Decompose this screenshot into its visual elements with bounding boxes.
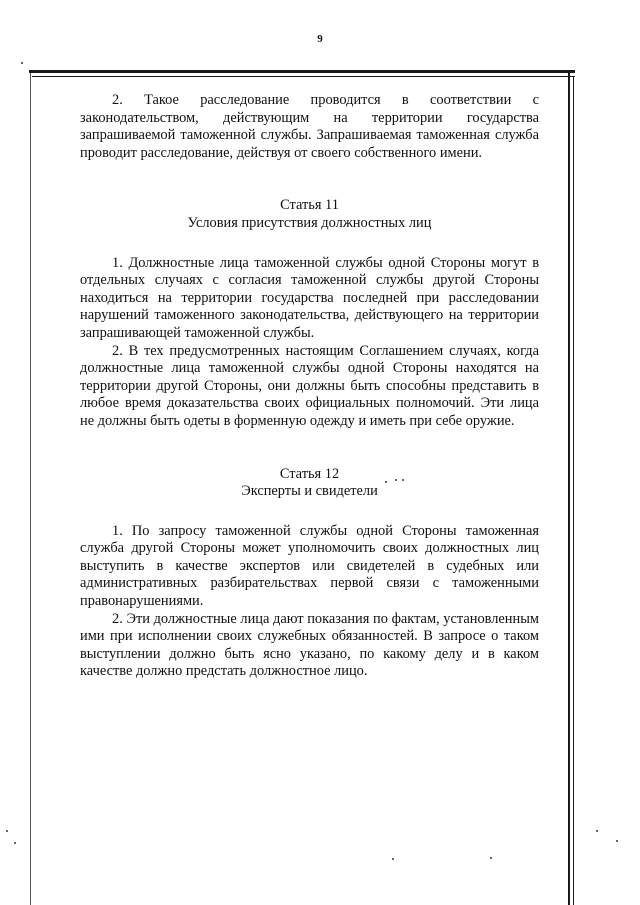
article-12-paragraph-1: 1. По запросу таможенной службы одной Стороны таможенная служба другой Стороны может уполномочить своих должностных лиц выступить в качестве экспертов или свидетелей в судебных или административных разбирательствах первой связи с таможенными правонарушениями. [80,522,539,610]
article-12-number: Статья 12 [279,465,340,482]
article-11-title: Условия присутствия должностных лиц [187,214,432,231]
frame-top-border [29,70,575,73]
article-11 [80,197,539,430]
frame-left-border [30,73,31,905]
scan-speck [385,481,387,483]
page-number: 9 [317,33,323,45]
frame-right-inner-border [573,76,574,905]
article-11-paragraph-2: 2. В тех предусмотренных настоящим Соглашением случаях, когда должностные лица таможенной службы одной Стороны находятся на территории другой Стороны, они должны быть способны представить в любое время доказательства своих официальных полномочий. Эти лица не должны быть одеты в форменную одежду и иметь при себе оружие. [80,342,539,429]
intro-paragraph: 2. Такое расследование проводится в соответствии с законодательством, действующим на территории государства запрашиваемой таможенной службы. Запрашиваемая таможенная служба проводит расследование, действуя от своего собственного имени. [80,92,539,161]
spacer [80,162,539,197]
scan-speck [21,62,23,64]
article-12-title: Эксперты и свидетели [241,483,378,500]
scan-speck [490,857,492,859]
scan-speck [14,842,16,844]
scan-speck [596,830,598,832]
frame-top-inner-border [32,76,575,77]
frame-right-border [568,73,570,905]
spacer [80,501,539,523]
spacer [80,233,539,255]
scan-speck [402,479,404,481]
article-11-number: Статья 11 [280,197,339,214]
spacer [80,431,539,466]
document-body [80,92,539,681]
scan-speck [395,479,397,481]
scan-speck [392,858,394,860]
scan-speck [616,840,618,842]
scan-speck [6,830,8,832]
article-11-paragraph-1: 1. Должностные лица таможенной службы одной Стороны могут в отдельных случаях с согласия таможенной службы другой Стороны находиться на территории государства последней при расследовании нарушений таможенного законодательства, действующего на территории запрашивающей таможенной службы. [80,254,539,341]
article-12-paragraph-2: 2. Эти должностные лица дают показания по фактам, установленным ими при исполнении своих служебных обязанностей. В запросе о таком выступлении должно быть ясно указано, по какому делу и в каком качестве должно предстать должностное лицо. [80,610,539,680]
article-12 [80,466,539,682]
